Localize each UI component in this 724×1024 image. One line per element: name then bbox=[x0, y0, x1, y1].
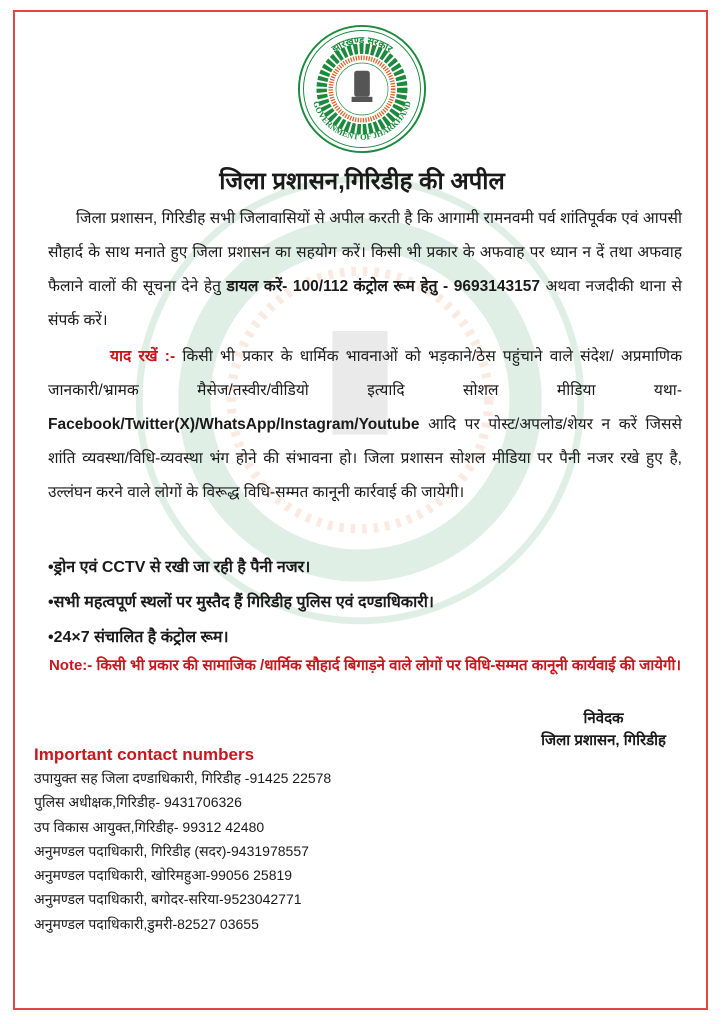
page-title: जिला प्रशासन,गिरिडीह की अपील bbox=[219, 168, 505, 195]
remember-label: याद रखें :- bbox=[110, 348, 176, 365]
contact-item: अनुमण्डल पदाधिकारी, बगोदर-सरिया-9523042771 bbox=[34, 891, 302, 908]
signature bbox=[541, 708, 666, 752]
svg-text:GOVERNMENT OF JHARKHAND: GOVERNMENT OF JHARKHAND bbox=[311, 99, 413, 142]
contact-list bbox=[34, 744, 331, 936]
svg-text:झारखण्ड सरकार: झारखण्ड सरकार bbox=[330, 35, 395, 56]
note: Note:- किसी भी प्रकार की सामाजिक /धार्मिक सौहार्द बिगाड़ने वाले लोगों पर विधि-सम्मत कानूनी कार्यवाई की जायेगी। bbox=[48, 657, 682, 674]
bullet-item: •24×7 संचालित है कंट्रोल रूम। bbox=[48, 629, 229, 646]
remember-text: किसी भी प्रकार के धार्मिक भावनाओं को भड़काने/ठेस पहुंचाने वाले संदेश/ अप्रमाणिक जानकारी/भ्रामक मैसेज/तस्वीर/वीडियो इत्यादि सोशल मीडिया यथा- bbox=[48, 348, 682, 399]
contact-item: उप विकास आयुक्त,गिरिडीह- 99312 42480 bbox=[34, 818, 265, 835]
remember-text-end: आदि पर पोस्ट/अपलोड/शेयर न करें जिससे शांति व्यवस्था/विधि-व्यवस्था भंग होने की संभावना हो। जिला प्रशासन सोशल मीडिया पर पैनी नजर रखे हुए है, उल्लंघन करने वाले लोगों के विरूद्ध विधि-सम्मत कानूनी कार्रवाई की जायेगी। bbox=[48, 416, 682, 501]
contact-item: अनुमण्डल पदाधिकारी,डुमरी-82527 03655 bbox=[34, 915, 259, 932]
signature-line: निवेदक bbox=[583, 710, 624, 727]
contact-item: पुलिस अधीक्षक,गिरिडीह- 9431706326 bbox=[34, 794, 242, 811]
social-media-list: Facebook/Twitter(X)/WhatsApp/Instagram/Youtube bbox=[48, 416, 420, 433]
contact-item: अनुमण्डल पदाधिकारी, गिरिडीह (सदर)-9431978557 bbox=[34, 842, 309, 859]
jharkhand-government-seal-logo bbox=[297, 24, 427, 154]
contact-item: अनुमण्डल पदाधिकारी, खोरिमहुआ-99056 25819 bbox=[34, 867, 293, 884]
appeal-text-end: अथवा नजदीकी थाना से संपर्क करें। bbox=[48, 278, 683, 329]
signature-line: जिला प्रशासन, गिरिडीह bbox=[541, 732, 666, 749]
bullet-list bbox=[48, 550, 434, 655]
contact-item: उपायुक्त सह जिला दण्डाधिकारी, गिरिडीह -91425 22578 bbox=[34, 770, 332, 786]
bullet-item: •सभी महत्वपूर्ण स्थलों पर मुस्तैद हैं गिरिडीह पुलिस एवं दण्डाधिकारी। bbox=[48, 594, 434, 611]
appeal-paragraph bbox=[48, 202, 682, 338]
bullet-item: •ड्रोन एवं CCTV से रखी जा रही है पैनी नजर। bbox=[48, 559, 311, 576]
contacts-heading: Important contact numbers bbox=[34, 745, 255, 764]
helpline-numbers: डायल करें- 100/112 कंट्रोल रूम हेतु - 9693143157 bbox=[226, 278, 540, 295]
appeal-text: जिला प्रशासन, गिरिडीह सभी जिलावासियों से अपील करती है कि आगामी रामनवमी पर्व शांतिपूर्वक एवं आपसी सौहार्द के साथ मनाते हुए जिला प्रशासन का सहयोग करें। किसी भी प्रकार के अफवाह पर ध्यान न दें तथा अफवाह फैलाने वालों की सूचना देने हेतु bbox=[48, 210, 682, 295]
remember-paragraph bbox=[48, 340, 682, 510]
